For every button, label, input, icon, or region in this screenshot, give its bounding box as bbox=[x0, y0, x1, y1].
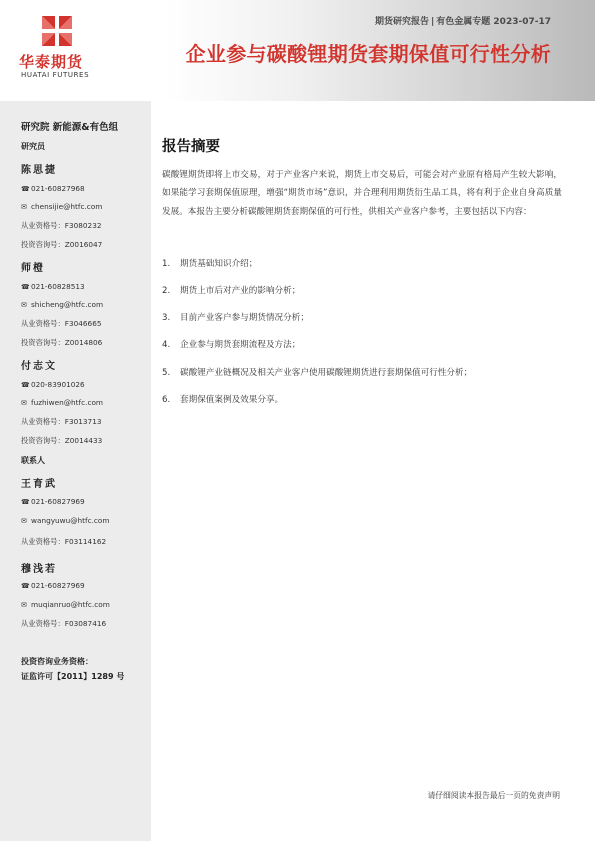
disclaimer-note: 请仔细阅读本报告最后一页的免责声明 bbox=[427, 791, 560, 800]
advisor-number: Z0016047 bbox=[64, 240, 103, 249]
phone-number: 021-60828513 bbox=[31, 282, 85, 291]
item-text: 碳酸锂产业链概况及相关产业客户使用碳酸锂期货进行套期保值可行性分析； bbox=[180, 368, 473, 378]
license-label: 从业资格号： bbox=[21, 619, 65, 628]
list-item bbox=[162, 257, 257, 269]
advisor-label: 投资咨询号： bbox=[21, 436, 65, 445]
analyst-phone bbox=[21, 282, 85, 291]
analyst-advisor-no bbox=[21, 436, 102, 446]
license-number: F3046665 bbox=[64, 319, 102, 328]
email-icon: ✉ bbox=[21, 399, 27, 407]
license-number: F3013713 bbox=[64, 417, 102, 426]
contact-phone bbox=[21, 581, 85, 590]
analyst-phone bbox=[21, 380, 85, 389]
report-header bbox=[0, 0, 595, 101]
email-icon: ✉ bbox=[21, 301, 27, 309]
researcher-label: 研究员 bbox=[21, 142, 45, 151]
analyst-phone bbox=[21, 184, 85, 193]
email-address[interactable]: fuzhiwen@htfc.com bbox=[31, 398, 104, 407]
author-sidebar bbox=[0, 101, 151, 841]
analyst-email[interactable] bbox=[21, 398, 103, 407]
contact-license bbox=[21, 537, 106, 547]
phone-icon: ☎ bbox=[21, 185, 30, 193]
qualification-label: 投资咨询业务资格： bbox=[21, 657, 93, 666]
analyst-name: 陈思捷 bbox=[21, 165, 57, 176]
advisor-label: 投资咨询号： bbox=[21, 338, 65, 347]
contact-label: 联系人 bbox=[21, 456, 45, 465]
license-label: 从业资格号： bbox=[21, 417, 65, 426]
phone-icon: ☎ bbox=[21, 381, 30, 389]
list-item bbox=[162, 338, 300, 350]
item-number: 1. bbox=[162, 259, 171, 269]
item-number: 2. bbox=[162, 286, 171, 296]
phone-number: 021-60827969 bbox=[31, 497, 85, 506]
phone-icon: ☎ bbox=[21, 283, 30, 291]
license-label: 从业资格号： bbox=[21, 537, 65, 546]
item-text: 期货上市后对产业的影响分析； bbox=[180, 286, 301, 296]
analyst-name: 付志文 bbox=[21, 361, 57, 372]
email-icon: ✉ bbox=[21, 203, 27, 211]
list-item bbox=[162, 311, 309, 323]
section-title: 报告摘要 bbox=[162, 139, 220, 155]
email-address[interactable]: chensijie@htfc.com bbox=[31, 202, 103, 211]
email-icon: ✉ bbox=[21, 601, 27, 609]
analyst-license bbox=[21, 221, 101, 231]
email-address[interactable]: wangyuwu@htfc.com bbox=[31, 516, 110, 525]
analyst-license bbox=[21, 319, 101, 329]
report-topic: 有色金属专题 bbox=[436, 17, 491, 27]
list-item bbox=[162, 284, 300, 296]
advisor-label: 投资咨询号： bbox=[21, 240, 65, 249]
report-title: 企业参与碳酸锂期货套期保值可行性分析 bbox=[185, 42, 551, 66]
advisor-number: Z0014806 bbox=[64, 338, 103, 347]
analyst-advisor-no bbox=[21, 240, 102, 250]
list-item bbox=[162, 393, 283, 405]
item-text: 套期保值案例及效果分享。 bbox=[180, 395, 284, 405]
report-date: 2023-07-17 bbox=[493, 17, 551, 27]
phone-number: 020-83901026 bbox=[31, 380, 85, 389]
logo-mark-icon bbox=[40, 14, 74, 48]
item-text: 期货基础知识介绍； bbox=[180, 259, 258, 269]
report-meta bbox=[375, 14, 551, 27]
item-number: 6. bbox=[162, 395, 171, 405]
list-item bbox=[162, 366, 472, 378]
contact-name: 王育武 bbox=[21, 479, 57, 490]
analyst-name: 师橙 bbox=[21, 263, 45, 274]
item-number: 3. bbox=[162, 313, 171, 323]
logo-english-name: HUATAI FUTURES bbox=[21, 71, 90, 79]
license-label: 从业资格号： bbox=[21, 319, 65, 328]
advisor-number: Z0014433 bbox=[64, 436, 103, 445]
analyst-email[interactable] bbox=[21, 300, 103, 309]
phone-number: 021-60827968 bbox=[31, 184, 85, 193]
phone-number: 021-60827969 bbox=[31, 581, 85, 590]
item-number: 5. bbox=[162, 368, 171, 378]
summary-paragraph: 碳酸锂期货即将上市交易，对于产业客户来说，期货上市交易后，可能会对产业原有格局产生较大影响，如果能学习套期保值原理，增强“期货市场”意识，并合理利用期货衍生品工具，将有利于企业自身高质量发展。本报告主要分析碳酸锂期货套期保值的可行性，供相关产业客户参考，主要包括以下内容： bbox=[162, 170, 562, 217]
license-number: F3080232 bbox=[64, 221, 102, 230]
email-icon: ✉ bbox=[21, 517, 27, 525]
phone-icon: ☎ bbox=[21, 498, 30, 506]
logo-chinese-name: 华泰期货 bbox=[19, 53, 84, 71]
contact-email[interactable] bbox=[21, 516, 110, 525]
email-address[interactable]: shicheng@htfc.com bbox=[31, 300, 104, 309]
contact-phone bbox=[21, 497, 85, 506]
phone-icon: ☎ bbox=[21, 582, 30, 590]
license-number: F03087416 bbox=[64, 619, 107, 628]
email-address[interactable]: muqianruo@htfc.com bbox=[31, 600, 110, 609]
company-logo bbox=[14, 14, 104, 84]
item-text: 企业参与期货套期流程及方法； bbox=[180, 340, 301, 350]
contact-name: 穆浅若 bbox=[21, 564, 57, 575]
analyst-advisor-no bbox=[21, 338, 102, 348]
analyst-license bbox=[21, 417, 101, 427]
license-label: 从业资格号： bbox=[21, 221, 65, 230]
contact-email[interactable] bbox=[21, 600, 110, 609]
item-text: 目前产业客户参与期货情况分析； bbox=[180, 313, 309, 323]
analyst-email[interactable] bbox=[21, 202, 102, 211]
report-type: 期货研究报告 bbox=[374, 17, 429, 27]
item-number: 4. bbox=[162, 340, 171, 350]
meta-separator: | bbox=[430, 17, 435, 27]
contact-license bbox=[21, 619, 106, 629]
department: 研究院 新能源&有色组 bbox=[21, 122, 119, 133]
license-number: F03114162 bbox=[64, 537, 107, 546]
qualification-value: 证监许可【2011】1289 号 bbox=[21, 672, 125, 681]
